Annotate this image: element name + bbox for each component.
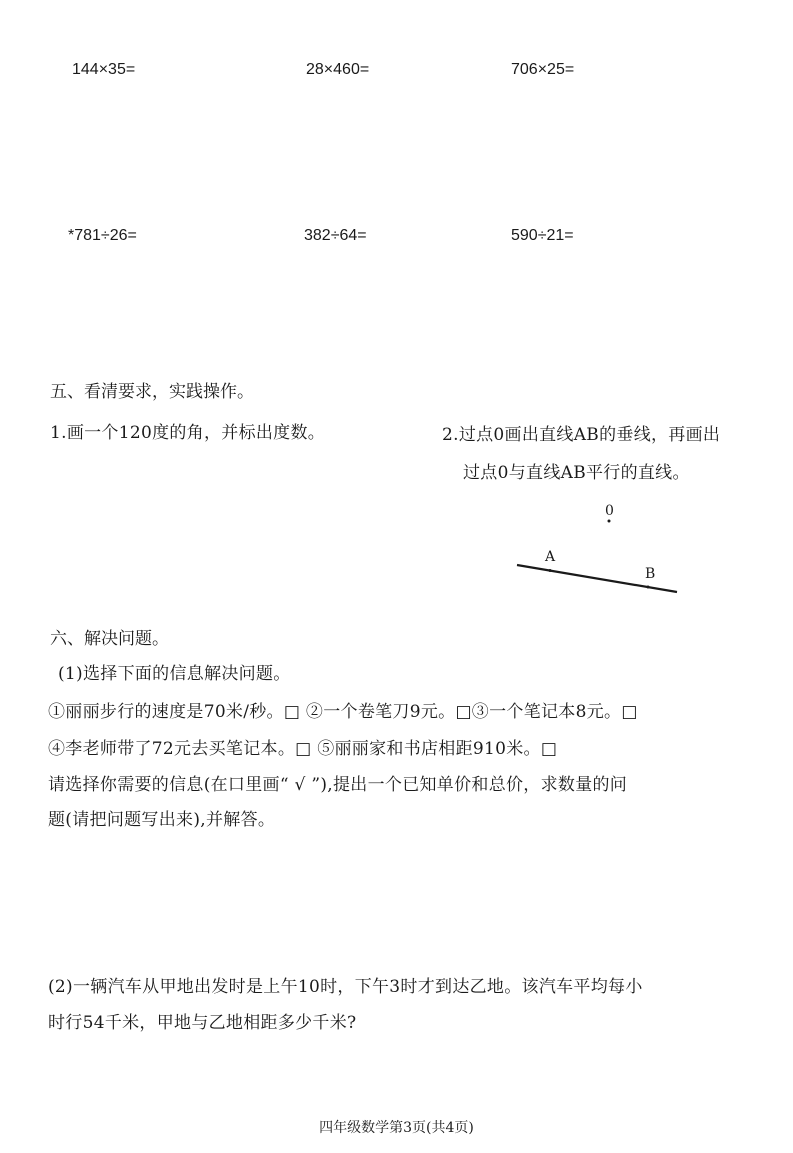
line-ab-diagram — [500, 495, 700, 605]
info-line-1: ①丽丽步行的速度是70米/秒。□ ②一个卷笔刀9元。□③一个笔记本8元。□ — [48, 702, 638, 722]
problem-2-line-2: 时行54千米，甲地与乙地相距多少千米? — [48, 1013, 357, 1033]
page-footer: 四年级数学第3页(共4页) — [319, 1120, 474, 1136]
point-b-dot — [647, 586, 650, 589]
problem-2-line-1: (2)一辆汽车从甲地出发时是上午10时，下午3时才到达乙地。该汽车平均每小 — [48, 977, 643, 997]
instruction-line-1: 请选择你需要的信息(在口里画“ √ ”),提出一个已知单价和总价，求数量的问 — [48, 775, 628, 795]
point-o-dot — [608, 520, 611, 523]
point-b-label: B — [645, 566, 656, 582]
calc-2: 28×460= — [306, 61, 370, 78]
calc-5: 382÷64= — [304, 227, 367, 244]
calc-4: *781÷26= — [68, 227, 137, 244]
info-line-2: ④李老师带了72元去买笔记本。□ ⑤丽丽家和书店相距910米。□ — [48, 739, 558, 759]
point-o-label: 0 — [605, 503, 614, 519]
section-5-q2-line1: 2.过点0画出直线AB的垂线，再画出 — [442, 425, 721, 445]
section-6-title: 六、解决问题。 — [50, 629, 169, 649]
problem-1-intro: (1)选择下面的信息解决问题。 — [58, 664, 291, 684]
instruction-line-2: 题(请把问题写出来),并解答。 — [48, 810, 276, 830]
section-5-title: 五、看清要求，实践操作。 — [50, 382, 254, 402]
calc-1: 144×35= — [72, 61, 136, 78]
point-a-dot — [549, 569, 552, 572]
section-5-q1: 1.画一个120度的角，并标出度数。 — [50, 423, 326, 443]
calc-3: 706×25= — [511, 61, 575, 78]
calc-6: 590÷21= — [511, 227, 574, 244]
section-5-q2-line2: 过点0与直线AB平行的直线。 — [463, 463, 690, 483]
point-a-label: A — [545, 549, 556, 565]
